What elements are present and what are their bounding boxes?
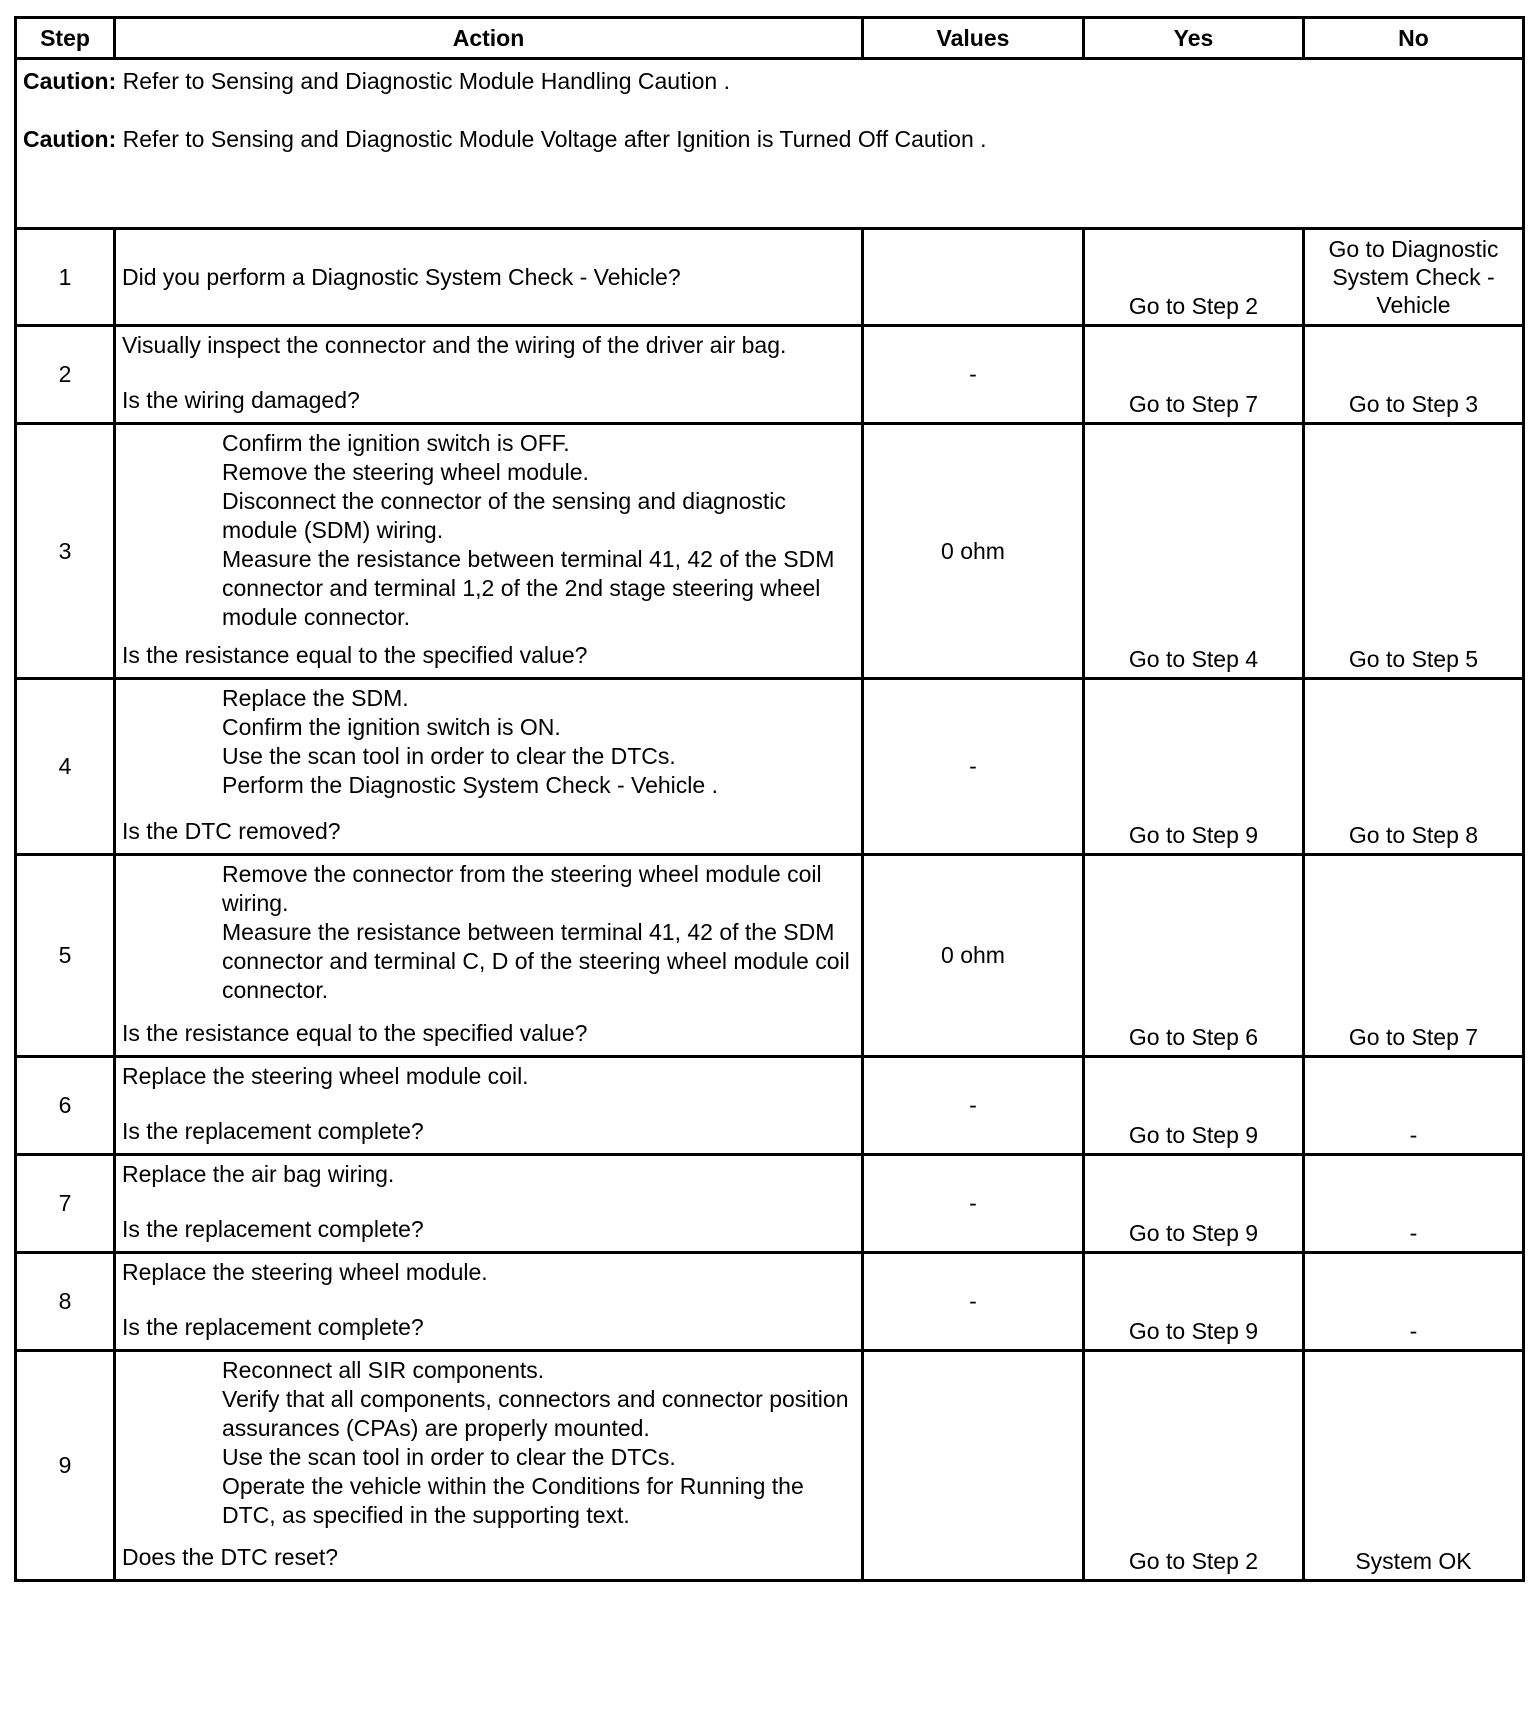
header-action: Action	[115, 18, 863, 59]
step-number: 9	[16, 1351, 115, 1581]
header-yes: Yes	[1084, 18, 1304, 59]
step-number: 6	[16, 1057, 115, 1155]
yes-cell: Go to Step 4	[1084, 424, 1304, 679]
action-cell	[115, 1253, 863, 1351]
action-question: Is the DTC removed?	[122, 818, 341, 844]
yes-cell: Go to Step 9	[1084, 679, 1304, 855]
value-cell: -	[863, 1253, 1084, 1351]
action-question: Does the DTC reset?	[122, 1544, 339, 1570]
action-line: Replace the SDM.	[222, 685, 409, 711]
action-line: Operate the vehicle within the Conditions for Running the DTC, as specified in the supporting text.	[222, 1473, 804, 1528]
action-line: Reconnect all SIR components.	[222, 1357, 545, 1383]
action-question: Is the replacement complete?	[122, 1216, 424, 1242]
step-number: 1	[16, 229, 115, 326]
step-number: 7	[16, 1155, 115, 1253]
value-cell: -	[863, 1057, 1084, 1155]
table-row	[16, 1057, 1524, 1155]
yes-cell: Go to Step 2	[1084, 1351, 1304, 1581]
yes-cell: Go to Step 6	[1084, 855, 1304, 1057]
table-row	[16, 679, 1524, 855]
table-row	[16, 424, 1524, 679]
header-no: No	[1304, 18, 1524, 59]
diagnostic-table	[14, 16, 1525, 1582]
table-row	[16, 229, 1524, 326]
step-number: 5	[16, 855, 115, 1057]
caution-row	[16, 59, 1524, 229]
action-line: Disconnect the connector of the sensing and diagnostic module (SDM) wiring.	[222, 488, 786, 543]
yes-cell: Go to Step 9	[1084, 1155, 1304, 1253]
action-cell	[115, 1057, 863, 1155]
action-line: Remove the connector from the steering wheel module coil wiring.	[222, 861, 822, 916]
step-number: 2	[16, 326, 115, 424]
action-line: Remove the steering wheel module.	[222, 459, 589, 485]
header-row	[16, 18, 1524, 59]
no-cell: Go to Step 5	[1304, 424, 1524, 679]
action-line: Measure the resistance between terminal 41, 42 of the SDM connector and terminal 1,2 of the 2nd stage steering wheel module connector.	[222, 546, 835, 630]
action-line: Use the scan tool in order to clear the DTCs.	[222, 743, 676, 769]
table-row	[16, 855, 1524, 1057]
action-cell	[115, 229, 863, 326]
action-question: Is the resistance equal to the specified value?	[122, 1020, 588, 1046]
value-cell	[863, 229, 1084, 326]
yes-cell: Go to Step 9	[1084, 1253, 1304, 1351]
table-row	[16, 326, 1524, 424]
caution-2	[23, 124, 1516, 154]
value-cell: 0 ohm	[863, 855, 1084, 1057]
action-question: Is the replacement complete?	[122, 1118, 424, 1144]
no-cell: -	[1304, 1057, 1524, 1155]
action-line: Confirm the ignition switch is ON.	[222, 714, 561, 740]
yes-cell: Go to Step 9	[1084, 1057, 1304, 1155]
step-number: 8	[16, 1253, 115, 1351]
no-cell: Go to Step 3	[1304, 326, 1524, 424]
no-cell: Go to Step 8	[1304, 679, 1524, 855]
value-cell: -	[863, 1155, 1084, 1253]
table-row	[16, 1155, 1524, 1253]
action-cell	[115, 326, 863, 424]
action-line: Replace the steering wheel module coil.	[122, 1063, 529, 1089]
action-cell	[115, 1155, 863, 1253]
value-cell: 0 ohm	[863, 424, 1084, 679]
caution-text: Refer to Sensing and Diagnostic Module Handling Caution .	[116, 68, 730, 94]
yes-cell: Go to Step 7	[1084, 326, 1304, 424]
table-row	[16, 1351, 1524, 1581]
action-question: Is the replacement complete?	[122, 1314, 424, 1340]
action-line: Confirm the ignition switch is OFF.	[222, 430, 570, 456]
action-cell	[115, 1351, 863, 1581]
step-number: 4	[16, 679, 115, 855]
action-cell	[115, 424, 863, 679]
yes-cell: Go to Step 2	[1084, 229, 1304, 326]
action-line: Measure the resistance between terminal 41, 42 of the SDM connector and terminal C, D of the steering wheel module coil connector.	[222, 919, 850, 1003]
caution-text: Refer to Sensing and Diagnostic Module Voltage after Ignition is Turned Off Caution .	[116, 126, 987, 152]
action-question: Is the resistance equal to the specified value?	[122, 642, 588, 668]
action-line: Replace the air bag wiring.	[122, 1161, 395, 1187]
no-cell: -	[1304, 1155, 1524, 1253]
header-values: Values	[863, 18, 1084, 59]
action-line: Verify that all components, connectors and connector position assurances (CPAs) are properly mounted.	[222, 1386, 849, 1441]
no-cell: System OK	[1304, 1351, 1524, 1581]
step-number: 3	[16, 424, 115, 679]
action-cell	[115, 855, 863, 1057]
action-question: Is the wiring damaged?	[122, 387, 360, 413]
caution-label: Caution:	[23, 126, 117, 152]
table-row	[16, 1253, 1524, 1351]
value-cell	[863, 1351, 1084, 1581]
action-line: Replace the steering wheel module.	[122, 1259, 488, 1285]
no-cell: Go to Diagnostic System Check - Vehicle	[1304, 229, 1524, 326]
action-line: Visually inspect the connector and the wiring of the driver air bag.	[122, 332, 787, 358]
no-cell: -	[1304, 1253, 1524, 1351]
header-step: Step	[16, 18, 115, 59]
action-cell	[115, 679, 863, 855]
caution-label: Caution:	[23, 68, 117, 94]
value-cell: -	[863, 326, 1084, 424]
caution-cell	[16, 59, 1524, 229]
action-line: Use the scan tool in order to clear the DTCs.	[222, 1444, 676, 1470]
caution-1	[23, 66, 1516, 96]
action-line: Perform the Diagnostic System Check - Vehicle .	[222, 772, 718, 798]
action-line: Did you perform a Diagnostic System Check - Vehicle?	[122, 263, 681, 290]
no-cell: Go to Step 7	[1304, 855, 1524, 1057]
value-cell: -	[863, 679, 1084, 855]
